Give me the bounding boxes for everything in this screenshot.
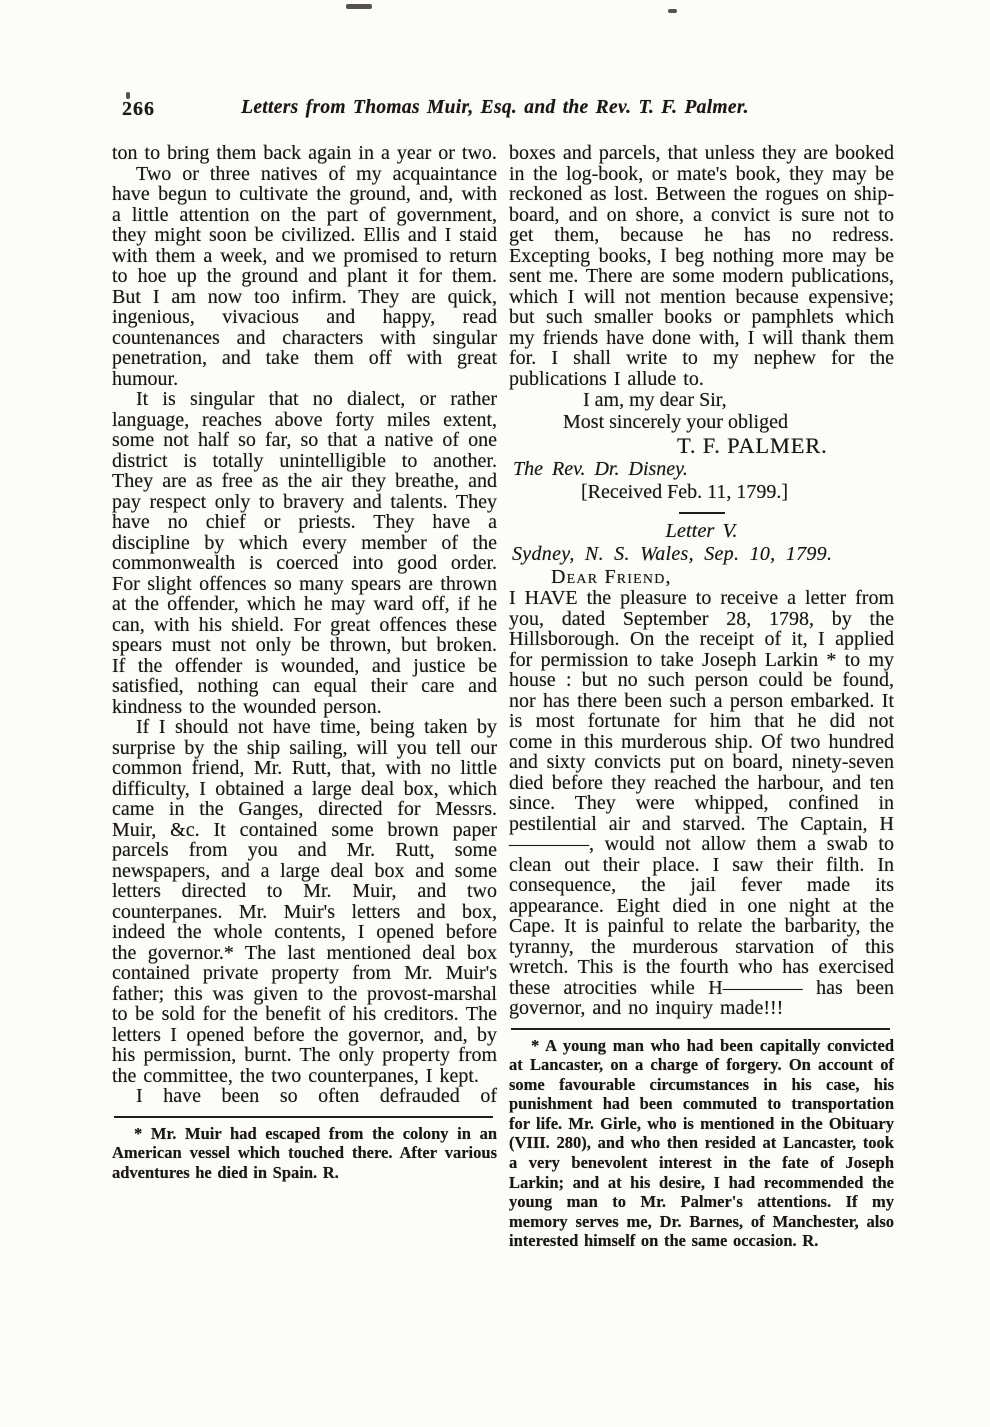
- running-title: Letters from Thomas Muir, Esq. and the Rev. T. F. Palmer.: [241, 97, 749, 118]
- footnote: * A young man who had been capitally convicted at Lancaster, on a charge of forgery. On account of some favourable circumstances in his case, his punishment had been commuted to transportation for life. Mr. Girle, who is mentioned in the Obituary (VIII. 280), and who then resided at Lancaster, took a very benevolent interest in the fate of Joseph Larkin; and at his desire, I had recommended the young man to Mr. Palmer's attentions. If my memory serves me, Dr. Barnes, of Manchester, also interested himself on the same occasion. R.: [509, 1035, 894, 1251]
- letter-dateline: Sydney, N. S. Wales, Sep. 10, 1799.: [512, 543, 833, 565]
- left-column: [112, 143, 497, 1251]
- footnote: * Mr. Muir had escaped from the colony in an American vessel which touched there. After various adventures he died in Spain. R.: [112, 1123, 497, 1182]
- letter-greeting: Dear Friend,: [551, 566, 672, 588]
- footnote-divider: [114, 1116, 493, 1118]
- body-paragraph: boxes and parcels, that unless they are booked in the log-book, or mate's book, they may be reckoned as lost. Between the rogues on ship-board, and on shore, a convict is sure not to get them, because he has no redress. Excepting books, I beg nothing more may be sent me. There are some modern publications, which I will not mention because expensive; but such smaller books or pamphlets which my friends have done with, I will thank them for. I shall write to my nephew for the publications I allude to.: [509, 142, 894, 390]
- body-paragraph: Two or three natives of my acquaintance have begun to cultivate the ground, and, with a little attention on the part of government, they might soon be civilized. Ellis and I staid with them a week, and we promised to return to hoe up the ground and plant it for them. But I am now too infirm. They are quick, ingenious, vivacious and happy, read countenances and characters with singular penetration, and take them off with great humour.: [112, 162, 497, 390]
- scan-artifact: [346, 4, 372, 9]
- letter-closing-salutation: I am, my dear Sir,: [583, 389, 727, 411]
- letter-body-paragraph: I HAVE the pleasure to receive a letter from you, dated September 28, 1798, by the Hillsborough. On the receipt of it, I applied for permission to take Joseph Larkin * to my house : but no such person could be found, nor has there been such a person embarked. It is most fortunate for him that he did not come in this murderous ship. Of two hundred and sixty convicts put on board, ninety-seven died before they reached the harbour, and ten since. They were whipped, confined in pestilential air and starved. The Captain, H————, would not allow them a swab to clean out their place. I saw their filth. In consequence, the jail fever made its appearance. Eight died in one night at the Cape. It is painful to relate the barbarity, the tyranny, the murderous starvation of this wretch. This is the fourth who has exercised these atrocities while H———— has been governor, and no inquiry made!!!: [509, 587, 894, 1019]
- letter-signature: T. F. PALMER.: [677, 433, 828, 458]
- footnote-divider: [511, 1028, 890, 1030]
- page-number: 266: [122, 98, 155, 120]
- two-column-text-block: [112, 143, 894, 1251]
- right-column: [509, 143, 894, 1251]
- letter-closing-valediction: Most sincerely your obliged: [563, 411, 788, 433]
- body-paragraph: If I should not have time, being taken by surprise by the ship sailing, will you tell our common friend, Mr. Rutt, that, with no little difficulty, I obtained a large deal box, which came in the Ganges, directed for Messrs. Muir, &c. It contained some brown paper parcels from you and Mr. Rutt, some newspapers, and a large deal box and some letters directed to Mr. Muir, and two counterpanes. Mr. Muir's letters and box, indeed the whole contents, I opened before the governor.* The last mentioned deal box contained private property from Mr. Muir's father; this was given to the provost-marshal to be sold for the benefit of his creditors. The letters I opened before the governor, and, by his permission, burnt. The only property from the committee, the two counterpanes, I kept.: [112, 716, 497, 1087]
- catchline-paragraph: I have been so often defrauded of: [136, 1085, 497, 1107]
- letter-addressee: The Rev. Dr. Disney.: [513, 458, 688, 480]
- letter-received-date: [Received Feb. 11, 1799.]: [581, 481, 788, 503]
- page-header: [0, 97, 990, 127]
- body-paragraph: It is singular that no dialect, or rather language, reaches above forty miles extent, some not half so far, so that a native of one district is totally unintelligible to another. They are as free as the air they breathe, and pay respect only to bravery and talents. They have no chief or priests. They have a discipline by which every member of the commonwealth is coerced into good order. For slight offences so many spears are thrown at the offender, which he may ward off, if he can, with his shield. For great offences these spears must not only be thrown, but broken. If the offender is wounded, and justice be satisfied, nothing can equal their care and kindness to the wounded person.: [112, 388, 497, 718]
- section-divider: [679, 512, 725, 514]
- letter-heading: Letter V.: [665, 520, 738, 542]
- scan-artifact: [668, 9, 677, 13]
- body-paragraph: ton to bring them back again in a year or two.: [112, 142, 497, 164]
